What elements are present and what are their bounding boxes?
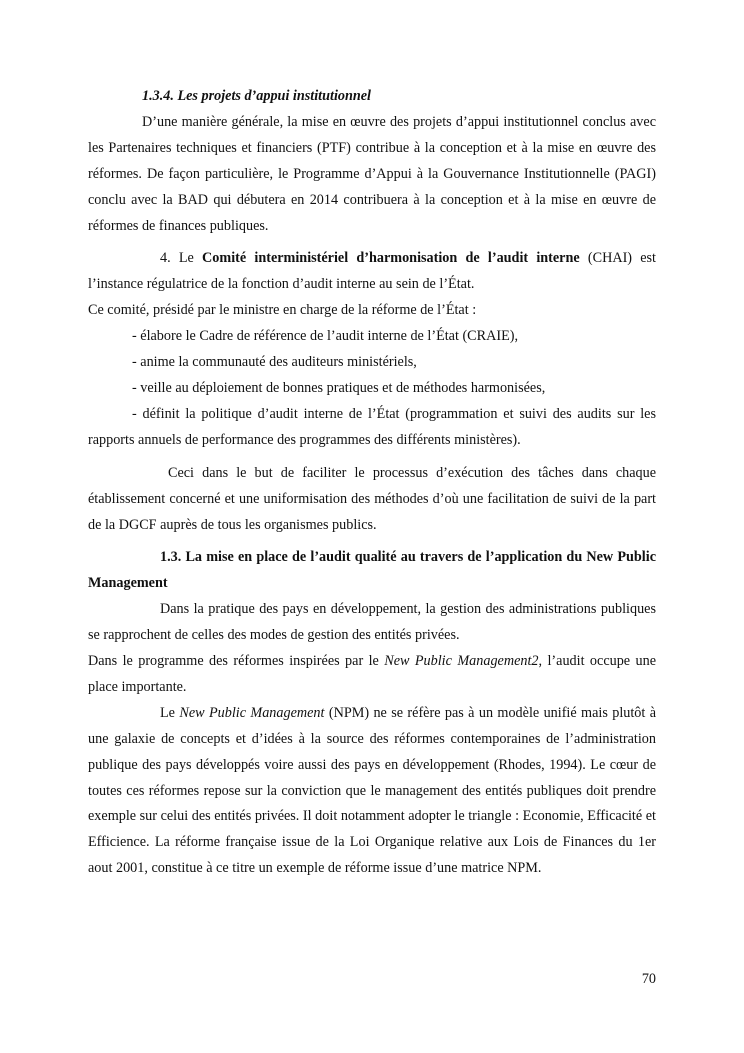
paragraph-comite-intro: Ce comité, présidé par le ministre en charge de la réforme de l’État : [88,302,477,319]
npm-text-b: (NPM) ne se réfère pas à un modèle unifié mais plutôt à une galaxie de concepts et d’idées à la source des réformes contemporaines de l’administration publique des pays développés voire aussi des pays en développement (Rhodes, 1994). Le cœur de toutes ces réformes repose sur la conviction que le management des entités publiques doit prendre exemple sur celui des entités privées. Il doit notamment adopter le triangle : Economie, Efficacité et Efficience. La réforme française issue de la Loi Organique relative aux Lois de Finances du 1er aout 2001, constitue à ce titre un exemple de réforme issue d’une matrice NPM. [88,704,657,877]
paragraph-npm [88,701,656,882]
programme-text-italic: New Public Management2 [384,653,539,670]
spacer [88,538,656,545]
list-item-craie: - élabore le Cadre de référence de l’audit interne de l’État (CRAIE), [132,328,519,345]
paragraph-projets-appui: D’une manière générale, la mise en œuvre des projets d’appui institutionnel conclus avec les Partenaires techniques et financiers (PTF) contribue à la conception et à la mise en œuvre des réformes. De façon particulière, le Programme d’Appui à la Gouvernance Institutionnelle (PAGI) conclu avec la BAD qui débutera en 2014 contribuera à la conception et à la mise en œuvre de réformes de finances publiques. [88,113,656,234]
paragraph-programme-reformes [88,649,656,701]
list-item-communaute: - anime la communauté des auditeurs ministériels, [132,354,417,371]
paragraph-ceci: Ceci dans le but de faciliter le processus d’exécution des tâches dans chaque établissement concerné et une uniformisation des méthodes d’où une facilitation de suivi de la part de la DGCF auprès de tous les organismes publics. [88,464,656,533]
paragraph-item-4 [88,246,656,298]
section-heading-1-3: 1.3. La mise en place de l’audit qualité au travers de l’application du New Public Management [88,549,656,592]
item-4-rest: (CHAI) est l’instance régulatrice de la fonction d’audit interne au sein de l’État. [88,250,656,293]
item-4-number: 4. Le [160,250,203,267]
npm-text-a: Le [160,704,180,721]
spacer [88,239,656,246]
programme-text-a: Dans le programme des réformes inspirées par le [88,653,385,670]
page-number: 70 [641,971,656,987]
section-heading-1-3-4: 1.3.4. Les projets d’appui institutionnel [142,88,372,104]
list-item-politique [88,402,656,454]
npm-text-italic: New Public Management [179,704,325,721]
list-item-politique-text: - définit la politique d’audit interne de l’État (programmation et suivi des audits sur les rapports annuels de performance des programmes des différents ministères). [88,405,656,448]
programme-text-b: , l’audit occupe une place importante. [88,653,657,695]
paragraph-pratique-pays: Dans la pratique des pays en développement, la gestion des administrations publiques se rapprochent de celles des modes de gestion des entités privées. [88,601,656,644]
document-page [88,84,656,882]
spacer [88,454,656,461]
item-4-bold-term: Comité interministériel d’harmonisation de l’audit interne [202,250,580,267]
list-item-pratiques: - veille au déploiement de bonnes pratiques et de méthodes harmonisées, [132,379,546,396]
